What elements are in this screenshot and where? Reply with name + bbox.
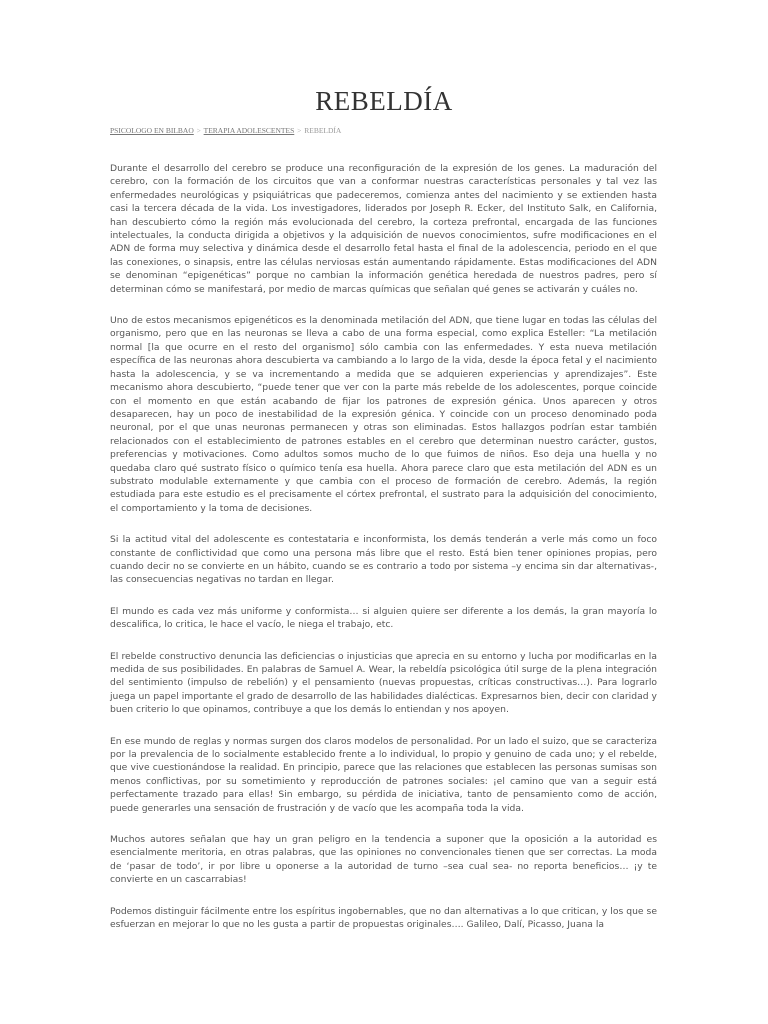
breadcrumb — [110, 126, 341, 135]
article-paragraph: Podemos distinguir fácilmente entre los espíritus ingobernables, que no dan alternativas a lo que critican, y los que se esfuerzan en mejorar lo que no les gusta a partir de propuestas originales…. Galileo, Dalí, Picasso, Juana la — [110, 905, 657, 931]
article-paragraph: Si la actitud vital del adolescente es contestataria e inconformista, los demás tenderán a verle más como un foco constante de conflictividad que como una persona más libre que el resto. Está bien tener opiniones propias, pero cuando decir no se convierte en un hábito, cuando se es contrario a todo por sistema –y encima sin dar alternativas-, las consecuencias negativas no tardan en llegar. — [110, 534, 657, 586]
article-paragraph: Uno de estos mecanismos epigenéticos es la denominada metilación del ADN, que tiene lugar en todas las células del organismo, pero que en las neuronas se lleva a cabo de una forma especial, como explica Esteller: “La metilación normal [la que ocurre en el resto del organismo] sólo cambia con las enfermedades. Y esta nueva metilación específica de las neuronas ahora descubierta va cambiando a lo largo de la vida, desde la época fetal y el nacimiento hasta la adolescencia, y se va incrementando a medida que se adquieren experiencias y aprendizajes”. Este mecanismo ahora descubierto, “puede tener que ver con la parte más rebelde de los adolescentes, porque coincide con el momento en que están acabando de fijar los patrones de expresión génica. Unos aparecen y otros desaparecen, hay un poco de inestabilidad de la expresión génica. Y coincide con un proceso denominado poda neuronal, por el que unas neuronas permanecen y otras son eliminadas. Estos hallazgos podrían estar también relacionados con el establecimiento de patrones estables en el cerebro que determinan nuestro carácter, gustos, preferencias y motivaciones. Como adultos somos mucho de lo que fuimos de niños. Eso deja una huella y no quedaba claro qué sustrato físico o químico tenía esa huella. Ahora parece claro que esta metilación del ADN es un substrato modulable externamente y que cambia con el proceso de formación de cerebro. Además, la región estudiada para este estudio es el precisamente el córtex prefrontal, el sustrato para la adquisición del conocimiento, el comportamiento y la toma de decisiones. — [110, 315, 657, 514]
breadcrumb-current: REBELDÍA — [304, 126, 342, 135]
breadcrumb-section-link[interactable]: TERAPIA ADOLESCENTES — [203, 126, 295, 135]
article-paragraph: En ese mundo de reglas y normas surgen dos claros modelos de personalidad. Por un lado el suizo, que se caracteriza por la prevalencia de lo socialmente establecido frente a lo individual, lo propio y genuino de cada uno; y el rebelde, que vive cuestionándose la realidad. En principio, parece que las relaciones que establecen las personas sumisas son menos conflictivas, por su sometimiento y reproducción de patrones sociales: ¡el camino que van a seguir está perfectamente trazado para ellas! Sin embargo, su pérdida de iniciativa, tanto de pensamiento como de acción, puede generarles una sensación de frustración y de vacío que les acompaña toda la vida. — [110, 735, 657, 814]
article-body — [110, 162, 657, 950]
article-paragraph: Muchos autores señalan que hay un gran peligro en la tendencia a suponer que la oposición a la autoridad es esencialmente meritoria, en otras palabras, que las opiniones no convencionales tienen que ser correctas. La moda de ‘pasar de todo’, ir por libre u oponerse a la autoridad de turno –sea cual sea- no reporta beneficios… ¡y te convierte en un cascarrabias! — [110, 834, 657, 886]
page-title: REBELDÍA — [315, 86, 453, 116]
article-paragraph: El rebelde constructivo denuncia las deficiencias o injusticias que aprecia en su entorno y lucha por modificarlas en la medida de sus posibilidades. En palabras de Samuel A. Wear, la rebeldía psicológica útil surge de la plena integración del sentimiento (impulso de rebelión) y el pensamiento (nuevas propuestas, críticas constructivas…). Para lograrlo juega un papel importante el grado de desarrollo de las habilidades dialécticas. Expresarnos bien, decir con claridad y buen criterio lo que opinamos, contribuye a que los demás lo entiendan y nos apoyen. — [110, 650, 657, 716]
breadcrumb-home-link[interactable]: PSICOLOGO EN BILBAO — [110, 126, 194, 135]
article-paragraph: El mundo es cada vez más uniforme y conformista… si alguien quiere ser diferente a los demás, la gran mayoría lo descalifica, lo critica, le hace el vacío, le niega el trabajo, etc. — [110, 605, 657, 631]
breadcrumb-separator: > — [297, 126, 302, 135]
breadcrumb-separator: > — [196, 126, 201, 135]
article-paragraph: Durante el desarrollo del cerebro se produce una reconfiguración de la expresión de los genes. La maduración del cerebro, con la formación de los circuitos que van a conformar nuestras características personales y tal vez las enfermedades neurológicas y psiquiátricas que padeceremos, comienza antes del nacimiento y se extienden hasta casi la tercera década de la vida. Los investigadores, liderados por Joseph R. Ecker, del Instituto Salk, en California, han descubierto cómo la región más evolucionada del cerebro, la corteza prefrontal, encargada de las funciones intelectuales, la conducta dirigida a objetivos y la adquisición de nuevos conocimientos, sufre modificaciones en el ADN de forma muy selectiva y dinámica desde el desarrollo fetal hasta el final de la adolescencia, periodo en el que las conexiones, o sinapsis, entre las células nerviosas están aumentando rápidamente. Estas modificaciones del ADN se denominan “epigenéticas” porque no cambian la información genética heredada de nuestros padres, pero sí determinan cómo se manifestará, por medio de marcas químicas que señalan qué genes se activarán y cuáles no. — [110, 163, 657, 295]
